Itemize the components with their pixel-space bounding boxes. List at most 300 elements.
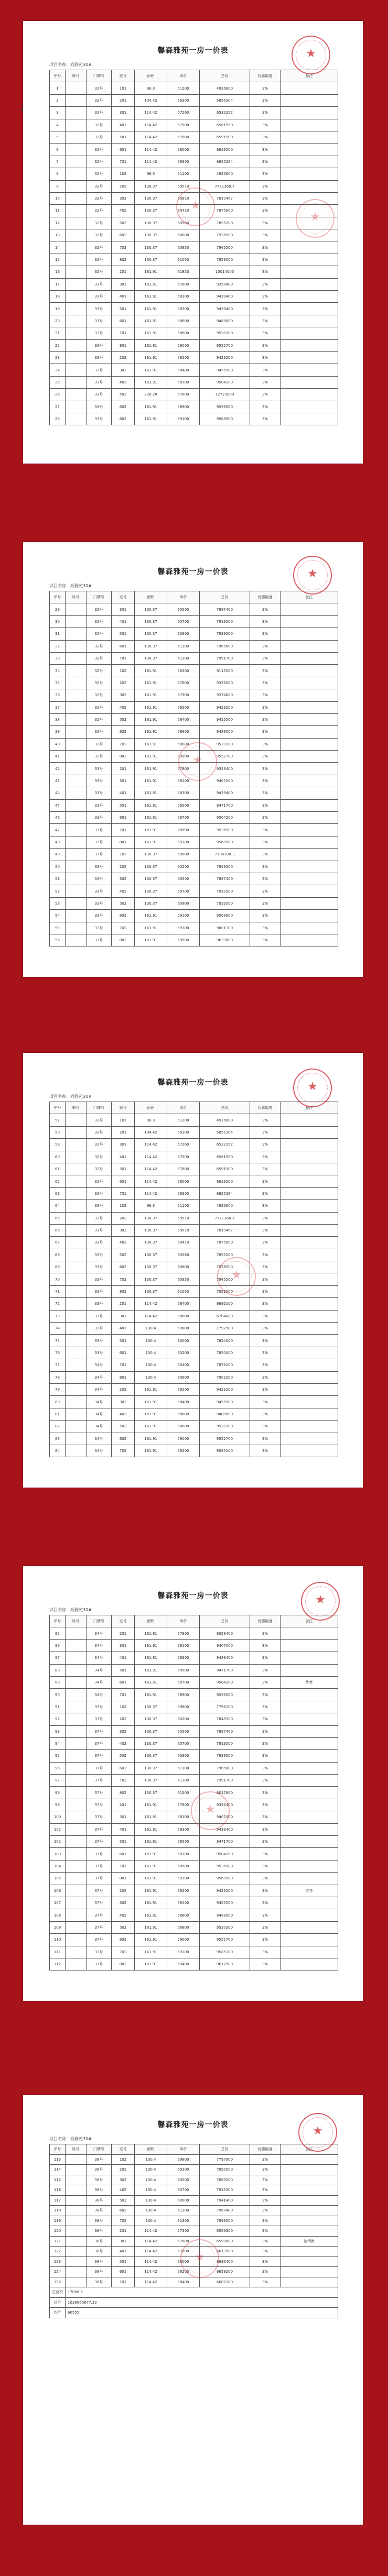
- cell-unit-price: 58900: [167, 1860, 200, 1872]
- cell-total-price: 9488000: [200, 315, 250, 327]
- cell-remark: [281, 910, 338, 922]
- cell-door: 33号: [87, 376, 112, 388]
- table-row: [50, 2195, 338, 2206]
- cell-room: 301: [112, 603, 135, 615]
- cell-unit-price: 60800: [167, 1261, 200, 1273]
- cell-seq: 4: [50, 119, 66, 131]
- column-header: 单价: [167, 591, 200, 603]
- cell-total-price: 7887400: [200, 873, 250, 885]
- cell-room: 201: [112, 763, 135, 775]
- cell-unit-price: 58300: [167, 156, 200, 168]
- cell-discount: 3%: [250, 615, 281, 628]
- cell-discount: 3%: [250, 1212, 281, 1224]
- cell-seq: 12: [50, 217, 66, 229]
- cell-unit-price: 60410: [167, 205, 200, 217]
- column-header: 序号: [50, 1615, 66, 1627]
- cell-room: 301: [112, 2236, 135, 2247]
- page-title: 馨森雅苑一房一价表: [157, 568, 229, 576]
- cell-area: 161.91: [135, 1676, 167, 1688]
- cell-remark: [281, 1762, 338, 1774]
- cell-total-price: 5855304: [200, 1126, 250, 1138]
- cell-building: [66, 205, 87, 217]
- table-row: [50, 144, 338, 156]
- cell-area: 104.42: [135, 1126, 167, 1138]
- cell-unit-price: 58400: [167, 713, 200, 725]
- cell-discount: 3%: [250, 82, 281, 94]
- table-row: [50, 1163, 338, 1175]
- cell-remark: [281, 689, 338, 701]
- table-header-row: [50, 1615, 338, 1627]
- cell-room: 301: [112, 107, 135, 119]
- cell-area: 130.37: [135, 1237, 167, 1249]
- column-header: 栋号: [66, 591, 87, 603]
- cell-unit-price: 58300: [167, 303, 200, 315]
- cell-door: 37号: [87, 1775, 112, 1787]
- cell-total-price: 9488000: [200, 726, 250, 738]
- cell-remark: [281, 1383, 338, 1395]
- cell-remark: [281, 82, 338, 94]
- cell-room: 201: [112, 1627, 135, 1639]
- cell-area: 161.91: [135, 1921, 167, 1933]
- cell-building: [66, 1909, 87, 1921]
- cell-seq: 102: [50, 1836, 66, 1848]
- cell-discount: 3%: [250, 738, 281, 750]
- cell-unit-price: 58100: [167, 1811, 200, 1823]
- table-row: [50, 413, 338, 425]
- cell-seq: 113: [50, 2154, 66, 2165]
- cell-seq: 108: [50, 1909, 66, 1921]
- table-row: [50, 1848, 338, 1860]
- cell-remark: [281, 1737, 338, 1749]
- table-row: [50, 168, 338, 180]
- cell-door: 33号: [87, 339, 112, 351]
- cell-discount: 3%: [250, 2247, 281, 2257]
- cell-area: 161.91: [135, 1627, 167, 1639]
- table-row: [50, 1934, 338, 1946]
- cell-unit-price: 60700: [167, 1737, 200, 1749]
- cell-unit-price: 59300: [167, 922, 200, 934]
- cell-area: 114.42: [135, 1187, 167, 1199]
- table-row: [50, 278, 338, 290]
- cell-remark: [281, 763, 338, 775]
- cell-seq: 6: [50, 144, 66, 156]
- cell-discount: 3%: [250, 1873, 281, 1885]
- cell-discount: 3%: [250, 1408, 281, 1420]
- cell-unit-price: 57800: [167, 278, 200, 290]
- cell-unit-price: 59510: [167, 180, 200, 192]
- cell-remark: 待销售: [281, 2236, 338, 2247]
- cell-building: [66, 1799, 87, 1811]
- table-row: [50, 1285, 338, 1297]
- cell-seq: 14: [50, 241, 66, 254]
- cell-remark: [281, 119, 338, 131]
- cell-door: 32号: [87, 229, 112, 241]
- cell-remark: [281, 677, 338, 689]
- cell-total-price: 9568900: [200, 1873, 250, 1885]
- cell-room: 701: [112, 824, 135, 836]
- cell-discount: 3%: [250, 799, 281, 811]
- cell-door: 33号: [87, 278, 112, 290]
- cell-seq: 79: [50, 1383, 66, 1395]
- cell-total-price: 9536500: [200, 824, 250, 836]
- cell-total-price: 9520300: [200, 327, 250, 339]
- cell-door: 32号: [87, 131, 112, 143]
- cell-remark: [281, 1187, 338, 1199]
- cell-room: 602: [112, 2206, 135, 2216]
- cell-total-price: 9407000: [200, 1639, 250, 1652]
- cell-door: 37号: [87, 1897, 112, 1909]
- cell-total-price: 9374600: [200, 689, 250, 701]
- cell-door: 32号: [87, 726, 112, 738]
- column-header: 门牌号: [87, 1102, 112, 1114]
- cell-door: 37号: [87, 1725, 112, 1737]
- cell-area: 96.3: [135, 1114, 167, 1126]
- cell-room: 402: [112, 885, 135, 897]
- price-table: [49, 1102, 338, 1457]
- cell-seq: 68: [50, 1249, 66, 1261]
- cell-room: 701: [112, 652, 135, 664]
- cell-unit-price: 60900: [167, 897, 200, 909]
- cell-total-price: 9504200: [200, 376, 250, 388]
- cell-building: [66, 812, 87, 824]
- cell-unit-price: 60200: [167, 861, 200, 873]
- column-header: 优惠幅度: [250, 1615, 281, 1627]
- cell-discount: 3%: [250, 1347, 281, 1359]
- table-row: [50, 2206, 338, 2216]
- cell-discount: 3%: [250, 1224, 281, 1236]
- cell-room: 302: [112, 1725, 135, 1737]
- cell-discount: 3%: [250, 1921, 281, 1933]
- cell-area: 161.91: [135, 910, 167, 922]
- cell-remark: [281, 1126, 338, 1138]
- table-row: [50, 726, 338, 738]
- cell-total-price: 6590600: [200, 2236, 250, 2247]
- cell-unit-price: 58700: [167, 1676, 200, 1688]
- cell-building: [66, 1836, 87, 1848]
- cell-area: 130.37: [135, 1725, 167, 1737]
- official-seal-stamp: ★: [178, 742, 217, 781]
- cell-total-price: 9439400: [200, 787, 250, 799]
- cell-discount: 3%: [250, 812, 281, 824]
- table-row: [50, 1249, 338, 1261]
- cell-building: [66, 1261, 87, 1273]
- table-row: [50, 401, 338, 413]
- cell-building: [66, 315, 87, 327]
- cell-discount: 3%: [250, 1298, 281, 1310]
- cell-building: [66, 389, 87, 401]
- cell-discount: 3%: [250, 2256, 281, 2267]
- cell-remark: [281, 897, 338, 909]
- cell-unit-price: 57500: [167, 119, 200, 131]
- cell-building: [66, 1408, 87, 1420]
- cell-total-price: 7967400: [200, 2206, 250, 2216]
- cell-building: [66, 603, 87, 615]
- cell-remark: [281, 1701, 338, 1713]
- project-name: 项目名称：尚雅苑30#: [49, 62, 92, 67]
- cell-discount: 3%: [250, 1639, 281, 1652]
- cell-remark: [281, 1664, 338, 1676]
- cell-room: 602: [112, 1261, 135, 1273]
- cell-room: 601: [112, 1848, 135, 1860]
- cell-seq: 81: [50, 1408, 66, 1420]
- page-title: 馨森雅苑一房一价表: [157, 2121, 229, 2129]
- cell-discount: 3%: [250, 1151, 281, 1163]
- table-row: [50, 389, 338, 401]
- cell-unit-price: 59400: [167, 1958, 200, 1970]
- cell-door: 34号: [87, 1371, 112, 1383]
- cell-area: 161.91: [135, 303, 167, 315]
- cell-door: 34号: [87, 1383, 112, 1395]
- column-header: 优惠幅度: [250, 70, 281, 82]
- cell-building: [66, 1762, 87, 1774]
- cell-building: [66, 192, 87, 204]
- cell-building: [66, 1873, 87, 1885]
- cell-room: 201: [112, 1799, 135, 1811]
- cell-building: [66, 156, 87, 168]
- cell-building: [66, 1713, 87, 1725]
- cell-seq: 118: [50, 2206, 66, 2216]
- cell-area: 114.42: [135, 131, 167, 143]
- cell-remark: [281, 2256, 338, 2267]
- cell-discount: 3%: [250, 824, 281, 836]
- cell-building: [66, 1725, 87, 1737]
- cell-total-price: 6704800: [200, 1310, 250, 1322]
- cell-area: 161.91: [135, 1946, 167, 1958]
- cell-room: 801: [112, 339, 135, 351]
- cell-building: [66, 713, 87, 725]
- cell-building: [66, 1200, 87, 1212]
- cell-building: [66, 254, 87, 266]
- cell-remark: [281, 327, 338, 339]
- cell-discount: 3%: [250, 1909, 281, 1921]
- cell-seq: 10: [50, 192, 66, 204]
- cell-discount: 3%: [250, 2195, 281, 2206]
- cell-total-price: 9585100: [200, 1445, 250, 1457]
- cell-remark: [281, 1934, 338, 1946]
- cell-building: [66, 1787, 87, 1799]
- cell-total-price: 9407000: [200, 775, 250, 787]
- cell-remark: [281, 254, 338, 266]
- cell-area: 130.37: [135, 897, 167, 909]
- cell-room: 201: [112, 94, 135, 106]
- table-row: [50, 1224, 338, 1236]
- cell-room: 502: [112, 1921, 135, 1933]
- cell-building: [66, 1676, 87, 1688]
- cell-door: 33号: [87, 885, 112, 897]
- cell-door: 32号: [87, 119, 112, 131]
- table-row: [50, 2154, 338, 2165]
- cell-seq: 3: [50, 107, 66, 119]
- cell-unit-price: 61500: [167, 1787, 200, 1799]
- cell-seq: 73: [50, 1310, 66, 1322]
- cell-area: 161.91: [135, 1823, 167, 1835]
- cell-seq: 18: [50, 291, 66, 303]
- cell-discount: 3%: [250, 119, 281, 131]
- cell-area: 114.42: [135, 1298, 167, 1310]
- table-row: [50, 615, 338, 628]
- cell-area: 161.91: [135, 376, 167, 388]
- cell-room: 302: [112, 1396, 135, 1408]
- cell-discount: 3%: [250, 1811, 281, 1823]
- cell-door: 32号: [87, 217, 112, 229]
- cell-unit-price: 60000: [167, 1335, 200, 1347]
- cell-door: 32号: [87, 677, 112, 689]
- cell-building: [66, 1848, 87, 1860]
- cell-room: 301: [112, 775, 135, 787]
- cell-discount: 3%: [250, 2267, 281, 2277]
- cell-seq: 2: [50, 94, 66, 106]
- cell-area: 130.4: [135, 2165, 167, 2175]
- cell-remark: [281, 241, 338, 254]
- cell-door: 37号: [87, 1836, 112, 1848]
- cell-seq: 54: [50, 910, 66, 922]
- cell-remark: [281, 168, 338, 180]
- cell-seq: 11: [50, 205, 66, 217]
- cell-building: [66, 1347, 87, 1359]
- cell-seq: 17: [50, 278, 66, 290]
- cell-discount: 3%: [250, 640, 281, 652]
- cell-room: 401: [112, 1823, 135, 1835]
- cell-remark: [281, 1848, 338, 1860]
- cell-door: 33号: [87, 364, 112, 376]
- cell-area: 114.42: [135, 107, 167, 119]
- cell-unit-price: 59000: [167, 1433, 200, 1445]
- cell-total-price: 7771360.7: [200, 1212, 250, 1224]
- cell-building: [66, 1652, 87, 1664]
- cell-seq: 77: [50, 1359, 66, 1371]
- cell-total-price: 9504200: [200, 1848, 250, 1860]
- cell-area: 114.42: [135, 1310, 167, 1322]
- column-header: 备注: [281, 1102, 338, 1114]
- cell-area: 161.91: [135, 1383, 167, 1395]
- bullet-marker: [21, 109, 23, 111]
- cell-building: [66, 799, 87, 811]
- cell-building: [66, 775, 87, 787]
- cell-remark: [281, 751, 338, 763]
- cell-seq: 7: [50, 156, 66, 168]
- cell-total-price: 7965600: [200, 1762, 250, 1774]
- cell-seq: 24: [50, 364, 66, 376]
- cell-room: 302: [112, 1224, 135, 1236]
- cell-unit-price: 59100: [167, 413, 200, 425]
- cell-building: [66, 1151, 87, 1163]
- cell-room: 802: [112, 751, 135, 763]
- cell-seq: 82: [50, 1421, 66, 1433]
- cell-total-price: 7945500: [200, 1273, 250, 1285]
- cell-seq: 124: [50, 2267, 66, 2277]
- cell-room: 701: [112, 156, 135, 168]
- cell-unit-price: 58200: [167, 1383, 200, 1395]
- cell-room: 301: [112, 1139, 135, 1151]
- summary-value: 1039865677.33: [66, 2297, 338, 2308]
- cell-room: 202: [112, 1212, 135, 1224]
- cell-area: 130.37: [135, 1273, 167, 1285]
- cell-door: 37号: [87, 1873, 112, 1885]
- cell-discount: 3%: [250, 2154, 281, 2165]
- cell-room: 402: [112, 1737, 135, 1749]
- cell-door: 32号: [87, 652, 112, 664]
- cell-room: 102: [112, 849, 135, 861]
- table-row: [50, 1676, 338, 1688]
- cell-discount: 3%: [250, 1946, 281, 1958]
- cell-area: 114.42: [135, 1151, 167, 1163]
- table-row: [50, 628, 338, 640]
- cell-building: [66, 1689, 87, 1701]
- table-row: [50, 861, 338, 873]
- cell-area: 161.91: [135, 1639, 167, 1652]
- cell-unit-price: 60200: [167, 2165, 200, 2175]
- cell-area: 114.42: [135, 119, 167, 131]
- cell-remark: [281, 144, 338, 156]
- table-row: [50, 677, 338, 689]
- cell-building: [66, 364, 87, 376]
- cell-room: 501: [112, 131, 135, 143]
- cell-discount: 3%: [250, 763, 281, 775]
- cell-seq: 34: [50, 665, 66, 677]
- table-row: [50, 339, 338, 351]
- cell-area: 130.37: [135, 217, 167, 229]
- cell-unit-price: 60700: [167, 885, 200, 897]
- cell-room: 702: [112, 1273, 135, 1285]
- cell-area: 130.4: [135, 1335, 167, 1347]
- cell-seq: 46: [50, 812, 66, 824]
- cell-unit-price: 59200: [167, 1946, 200, 1958]
- table-row: [50, 1762, 338, 1774]
- cell-seq: 37: [50, 701, 66, 713]
- cell-unit-price: 57900: [167, 689, 200, 701]
- official-seal-stamp: ★: [298, 2113, 337, 2152]
- cell-unit-price: 61100: [167, 2206, 200, 2216]
- cell-seq: 75: [50, 1335, 66, 1347]
- cell-building: [66, 2226, 87, 2237]
- cell-total-price: 7991700: [200, 652, 250, 664]
- cell-unit-price: 61300: [167, 1775, 200, 1787]
- cell-door: 38号: [87, 2165, 112, 2175]
- cell-unit-price: 58200: [167, 351, 200, 364]
- cell-door: 32号: [87, 254, 112, 266]
- table-row: [50, 82, 338, 94]
- cell-door: 38号: [87, 2247, 112, 2257]
- cell-room: 202: [112, 677, 135, 689]
- cell-room: 702: [112, 738, 135, 750]
- cell-building: [66, 1737, 87, 1749]
- table-row: [50, 156, 338, 168]
- cell-total-price: 7810467: [200, 192, 250, 204]
- cell-door: 34号: [87, 1689, 112, 1701]
- cell-area: 114.42: [135, 2256, 167, 2267]
- cell-building: [66, 885, 87, 897]
- cell-area: 130.37: [135, 1285, 167, 1297]
- cell-room: 401: [112, 1323, 135, 1335]
- cell-building: [66, 1114, 87, 1126]
- column-header: 备注: [281, 591, 338, 603]
- cell-discount: 3%: [250, 1285, 281, 1297]
- cell-total-price: 9358400: [200, 763, 250, 775]
- cell-remark: [281, 824, 338, 836]
- cell-building: [66, 1627, 87, 1639]
- cell-door: 33号: [87, 1310, 112, 1322]
- cell-door: 34号: [87, 1396, 112, 1408]
- cell-room: 301: [112, 1310, 135, 1322]
- cell-area: 161.91: [135, 1689, 167, 1701]
- cell-room: 501: [112, 1836, 135, 1848]
- table-row: [50, 934, 338, 946]
- cell-discount: 3%: [250, 689, 281, 701]
- cell-remark: [281, 2195, 338, 2206]
- cell-seq: 125: [50, 2277, 66, 2287]
- cell-building: [66, 665, 87, 677]
- cell-room: 602: [112, 229, 135, 241]
